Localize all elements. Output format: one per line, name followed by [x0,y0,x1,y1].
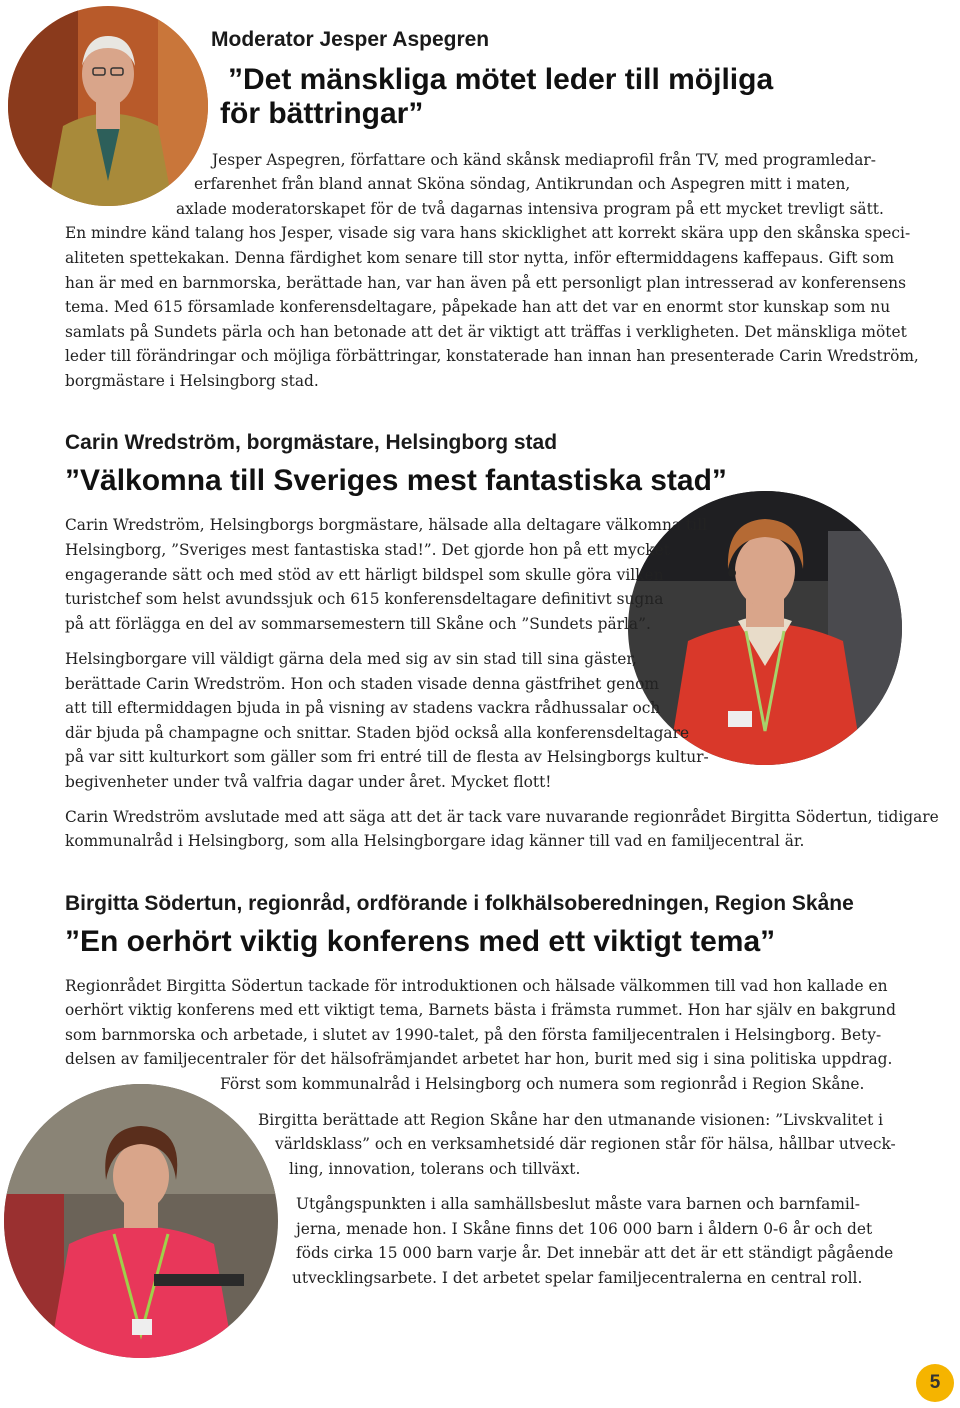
section-2-body-line: begivenheter under två valfria dagar under året. Mycket flott! [65,773,552,791]
section-2-headline: ”Välkomna till Sveriges mest fantastiska stad” [65,464,727,497]
section-2-body-line: turistchef som helst avundssjuk och 615 konferensdeltagare definitivt sugna [65,590,664,608]
section-3-body-line: delsen av familjecentraler för det hälsofrämjandet arbetet har hon, burit med sig i sina politiska uppdrag. [65,1050,893,1068]
page-number-badge: 5 [916,1364,954,1402]
section-1-body-line: han är med en barnmorska, berättade han, var han även på ett personligt plan intresserad av konferensens [65,274,906,292]
section-2-body-line: där bjuda på champagne och snittar. Staden bjöd också alla konferensdeltagare [65,724,690,742]
section-1-body-line: leder till förändringar och möjliga förbättringar, konstaterade han innan han presenterade Carin Wredström, [65,347,919,365]
moderator-photo [8,6,208,206]
section-2-body-line: engagerande sätt och med stöd av ett härligt bildspel som skulle göra vilken [65,566,664,584]
section-1-headline-line-2: för bättringar” [220,97,424,130]
section-2-body-line: Carin Wredström avslutade med att säga att det är tack vare nuvarande regionrådet Birgitta Södertun, tidigare [65,808,939,826]
section-3-body-line: oerhört viktig konferens med ett viktigt tema, Barnets bästa i främsta rummet. Hon har själv en bakgrund [65,1001,896,1019]
section-1-headline-line-1: ”Det mänskliga mötet leder till möjliga [228,63,774,96]
section-1-body-line: borgmästare i Helsingborg stad. [65,372,319,390]
section-1-body-line: En mindre känd talang hos Jesper, visade sig vara hans skicklighet att korrekt skära upp den skånska speci- [65,224,911,242]
section-3-body-line: utvecklingsarbete. I det arbetet spelar familjecentralerna en central roll. [292,1269,863,1287]
section-3-body-line: föds cirka 15 000 barn varje år. Det innebär att det är ett ständigt pågående [296,1244,894,1262]
section-2-body-line: att till eftermiddagen bjuda in på visning av stadens vackra rådhussalar och [65,699,661,717]
section-3-headline: ”En oerhört viktig konferens med ett viktigt tema” [65,925,776,958]
section-3-body-line: som barnmorska och arbetade, i slutet av 1990-talet, på den första familjecentralen i Helsingborg. Bety- [65,1026,882,1044]
section-1-body-line: tema. Med 615 församlade konferensdeltagare, påpekade han att det var en enormt stor kunskap som nu [65,298,891,316]
section-2-body-line: Helsingborg, ”Sveriges mest fantastiska stad!”. Det gjorde hon på ett mycket [65,541,670,559]
section-2-body-line: berättade Carin Wredström. Hon och staden visade denna gästfrihet genom [65,675,659,693]
councillor-portrait-illustration [4,1084,278,1358]
moderator-portrait-illustration [8,6,208,206]
section-1-kicker: Moderator Jesper Aspegren [211,28,490,51]
section-3-body-line: Regionrådet Birgitta Södertun tackade för introduktionen och hälsade välkommen till vad hon kallade en [65,977,888,995]
section-2-body-line: Helsingborgare vill väldigt gärna dela med sig av sin stad till sina gäster, [65,650,637,668]
section-2-body-line: på att förlägga en del av sommarsemestern till Skåne och ”Sundets pärla”. [65,615,651,633]
section-3-body-line: ling, innovation, tolerans och tillväxt. [289,1160,581,1178]
section-1-body-line: axlade moderatorskapet för de två dagarnas intensiva program på ett mycket trevligt sätt. [176,200,884,218]
section-3-body-line: Först som kommunalråd i Helsingborg och numera som regionråd i Region Skåne. [220,1075,865,1093]
section-1-body-line: samlats på Sundets pärla och han betonade att det är viktigt att träffas i verkligheten. Det mänskliga mötet [65,323,907,341]
section-3-kicker: Birgitta Södertun, regionråd, ordförande i folkhälsoberedningen, Region Skåne [65,892,854,915]
section-2-kicker: Carin Wredström, borgmästare, Helsingborg stad [65,431,558,454]
section-3-body-line: världsklass” och en verksamhetsidé där regionen står för hälsa, hållbar utveck- [275,1135,896,1153]
section-3-body-line: jerna, menade hon. I Skåne finns det 106 000 barn i åldern 0-6 år och det [296,1220,873,1238]
section-3-body-line: Utgångspunkten i alla samhällsbeslut måste vara barnen och barnfamil- [296,1195,860,1213]
section-1-body-line: erfarenhet från bland annat Sköna söndag, Antikrundan och Aspegren mitt i maten, [194,175,851,193]
councillor-photo [4,1084,278,1358]
section-1-body-line: Jesper Aspegren, författare och känd skånsk mediaprofil från TV, med programledar- [212,151,876,169]
section-2-body-line: kommunalråd i Helsingborg, som alla Helsingborgare idag känner till vad en familjecentral är. [65,832,805,850]
section-1-body-line: aliteten spettekakan. Denna färdighet kom senare till stor nytta, inför eftermiddagens kaffepaus. Gift som [65,249,895,267]
section-2-body-line: på var sitt kulturkort som gäller som fri entré till de flesta av Helsingborgs kultur- [65,748,709,766]
section-3-body-line: Birgitta berättade att Region Skåne har den utmanande visionen: ”Livskvalitet i [258,1111,884,1129]
section-2-body-line: Carin Wredström, Helsingborgs borgmästare, hälsade alla deltagare välkomna till [65,516,707,534]
